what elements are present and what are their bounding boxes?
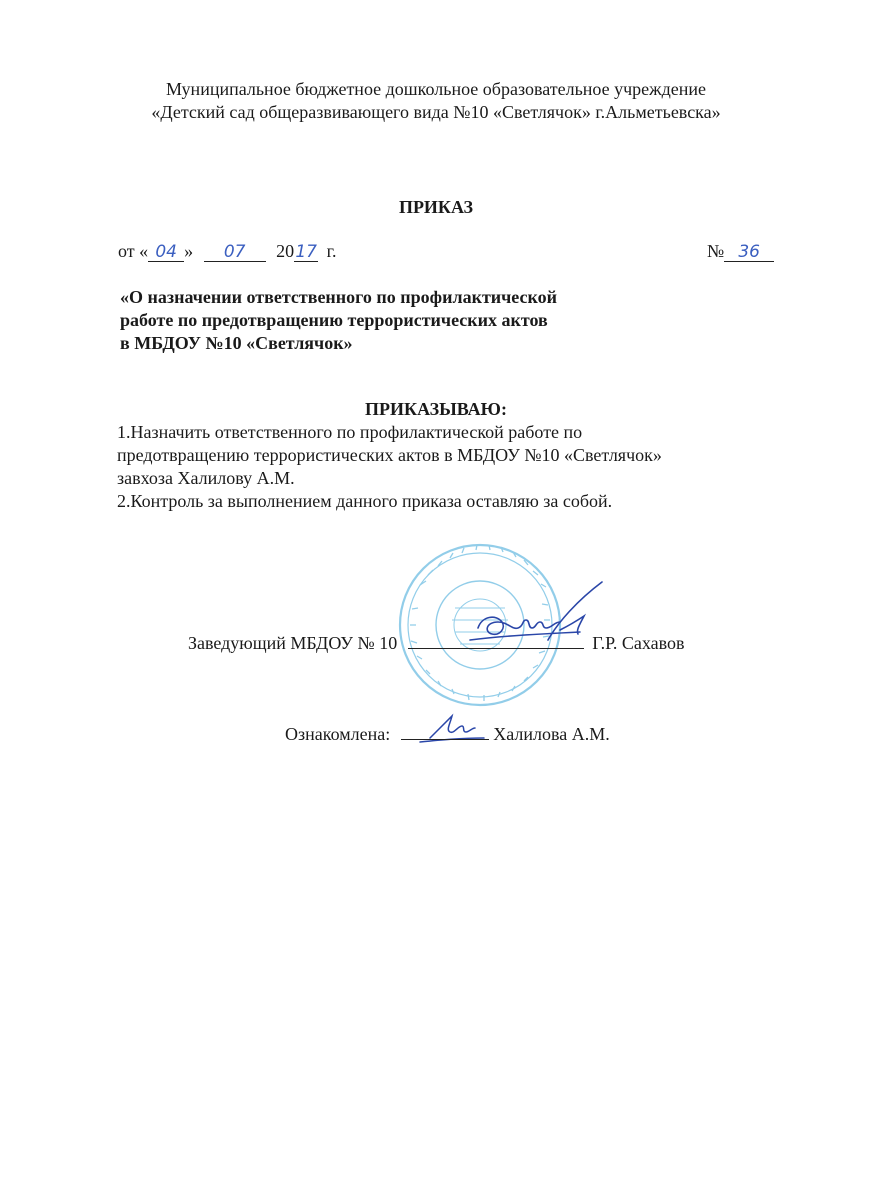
date-year-prefix: 20 (276, 241, 295, 261)
ack-signature-line (401, 721, 489, 740)
body-line-2: предотвращению террористических актов в МБДОУ №10 «Светлячок» (117, 445, 662, 465)
head-signature-line (408, 630, 584, 649)
body-heading: ПРИКАЗЫВАЮ: (365, 399, 507, 419)
date-month: 07 (204, 241, 266, 262)
date-prefix: от « (118, 241, 149, 261)
order-title: ПРИКАЗ (398, 197, 474, 217)
date-quote-close: » (184, 241, 194, 261)
institution-line-2: «Детский сад общеразвивающего вида №10 «Светлячок» г.Альметьевска» (151, 102, 721, 122)
head-label: Заведующий МБДОУ № 10 (188, 633, 398, 653)
subject-line-2: работе по предотвращению террористических актов (120, 310, 548, 330)
date-year-suffix: 17 (295, 242, 317, 262)
number-label: № (707, 241, 725, 261)
body-line-3: завхоза Халилову А.М. (117, 468, 295, 488)
ack-label: Ознакомлена: (285, 724, 391, 744)
number-value: 36 (724, 241, 774, 262)
subject-line-3: в МБДОУ №10 «Светлячок» (120, 333, 353, 353)
body-line-4: 2.Контроль за выполнением данного приказа оставляю за собой. (117, 491, 613, 511)
head-name: Г.Р. Сахавов (592, 633, 685, 653)
institution-line-1: Муниципальное бюджетное дошкольное образовательное учреждение (166, 79, 706, 99)
date-year-unit: г. (326, 241, 337, 261)
head-signature-row (188, 630, 685, 654)
subject-line-1: «О назначении ответственного по профилактической (120, 287, 558, 307)
body-line-1: 1.Назначить ответственного по профилактической работе по (117, 422, 583, 442)
ack-name: Халилова А.М. (493, 724, 610, 744)
date-day: 04 (148, 241, 184, 262)
ack-signature-row (285, 721, 610, 745)
